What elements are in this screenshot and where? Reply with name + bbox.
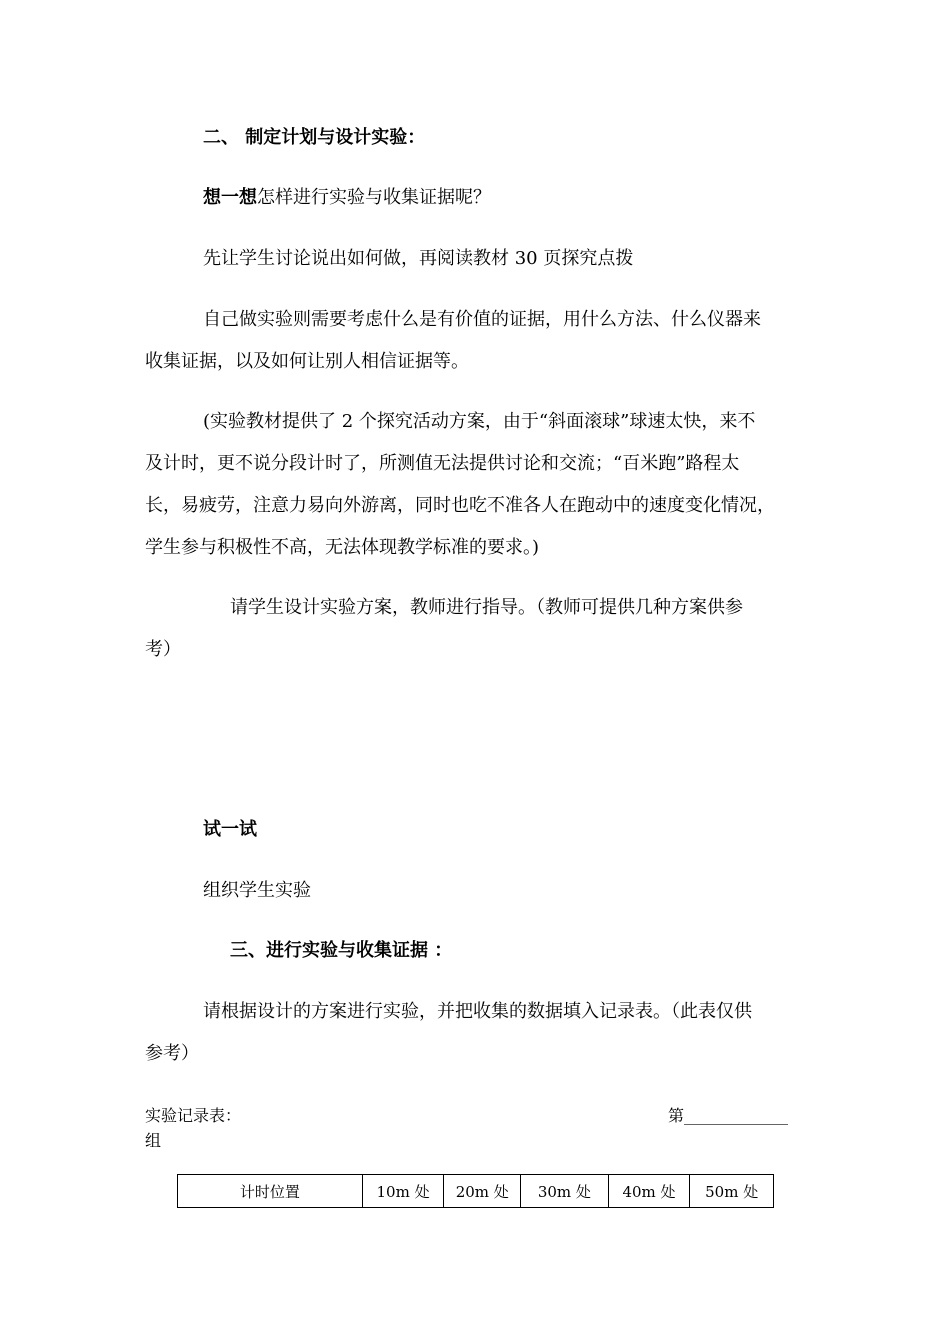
table-cell: 40m 处 <box>608 1175 690 1208</box>
group-number-field: 第_____________ <box>668 1106 789 1125</box>
table-cell: 10m 处 <box>362 1175 444 1208</box>
paragraph-design-line2: 考） <box>145 639 181 660</box>
record-table-label: 实验记录表： <box>145 1106 242 1125</box>
record-table <box>177 1174 774 1208</box>
paragraph-note-line3: 长，易疲劳，注意力易向外游离，同时也吃不准各人在跑动中的速度变化情况， <box>145 495 775 516</box>
think-question <box>203 188 491 208</box>
section-2-heading: 二、 制定计划与设计实验： <box>203 127 426 148</box>
think-text: 怎样进行实验与收集证据呢？ <box>257 187 491 208</box>
paragraph-note-line1: (实验教材提供了 2 个探究活动方案，由于“斜面滚球”球速太快，来不 <box>203 411 756 432</box>
think-label: 想一想 <box>203 187 257 208</box>
try-text: 组织学生实验 <box>203 880 311 901</box>
group-suffix: 组 <box>145 1131 162 1150</box>
paragraph-design-line1: 请学生设计实验方案，教师进行指导。（教师可提供几种方案供参 <box>230 597 743 618</box>
paragraph-evidence-line1: 自己做实验则需要考虑什么是有价值的证据，用什么方法、什么仪器来 <box>203 309 761 330</box>
paragraph-note-line2: 及计时，更不说分段计时了，所测值无法提供讨论和交流；“百米跑”路程太 <box>145 453 740 474</box>
try-heading: 试一试 <box>203 819 257 840</box>
paragraph-note-line4: 学生参与积极性不高，无法体现教学标准的要求。) <box>145 537 540 558</box>
table-row <box>178 1175 774 1208</box>
section-3-heading: 三、进行实验与收集证据 ： <box>230 940 453 961</box>
table-cell: 30m 处 <box>521 1175 609 1208</box>
paragraph-discussion: 先让学生讨论说出如何做，再阅读教材 30 页探究点拨 <box>203 248 634 269</box>
table-cell: 计时位置 <box>178 1175 363 1208</box>
table-cell: 50m 处 <box>690 1175 774 1208</box>
section-3-paragraph-line1: 请根据设计的方案进行实验，并把收集的数据填入记录表。（此表仅供 <box>203 1001 752 1022</box>
paragraph-evidence-line2: 收集证据，以及如何让别人相信证据等。 <box>145 351 469 372</box>
section-3-paragraph-line2: 参考） <box>145 1043 199 1064</box>
table-cell: 20m 处 <box>444 1175 521 1208</box>
